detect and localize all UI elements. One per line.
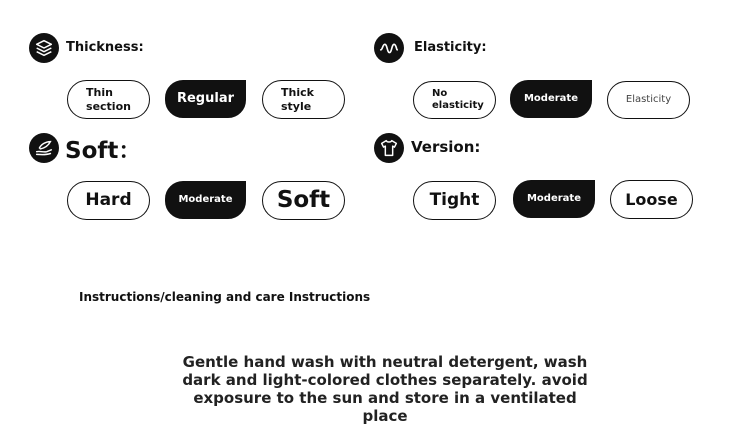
version-option-moderate[interactable]: [513, 180, 595, 218]
elasticity-option-moderate[interactable]: [510, 80, 592, 118]
version-option-tight-label: Tight: [429, 190, 480, 211]
thickness-option-regular[interactable]: [165, 80, 246, 118]
version-label: Version:: [411, 138, 481, 156]
thickness-option-regular-label: Regular: [176, 91, 235, 107]
layers-icon: [29, 33, 59, 63]
thickness-option-thin-label: Thin section: [86, 86, 131, 113]
version-option-tight[interactable]: [413, 181, 496, 220]
softness-option-hard-label: Hard: [85, 190, 132, 211]
elasticity-option-none[interactable]: [413, 81, 496, 119]
version-option-moderate-label: Moderate: [526, 193, 581, 204]
care-instructions-heading: Instructions/cleaning and care Instructions: [79, 290, 371, 304]
version-option-loose[interactable]: [610, 180, 693, 219]
tshirt-icon: [374, 133, 404, 163]
thickness-option-thick-label: Thick style: [281, 86, 314, 113]
softness-option-hard[interactable]: [67, 181, 150, 220]
wave-icon: [374, 33, 404, 63]
version-option-loose-label: Loose: [625, 189, 678, 209]
softness-option-moderate-label: Moderate: [178, 194, 233, 205]
softness-option-soft-label: Soft: [276, 186, 331, 213]
elasticity-option-elastic[interactable]: [607, 81, 690, 119]
elasticity-label: Elasticity:: [414, 40, 487, 55]
elasticity-option-elastic-label: Elasticity: [625, 94, 672, 105]
softness-label: Soft：: [65, 138, 142, 164]
thickness-label: Thickness:: [66, 40, 144, 55]
elasticity-option-moderate-label: Moderate: [523, 93, 578, 104]
elasticity-option-none-label: No elasticity: [432, 88, 484, 111]
thickness-option-thin[interactable]: [67, 80, 150, 119]
thickness-option-thick[interactable]: [262, 80, 345, 119]
feather-hand-icon: [29, 133, 59, 163]
softness-option-moderate[interactable]: [165, 181, 246, 219]
softness-option-soft[interactable]: [262, 181, 345, 220]
care-instructions-body: Gentle hand wash with neutral detergent, wash dark and light-colored clothes separately. avoid exposure to the sun and store in a ventilated place: [182, 353, 588, 425]
